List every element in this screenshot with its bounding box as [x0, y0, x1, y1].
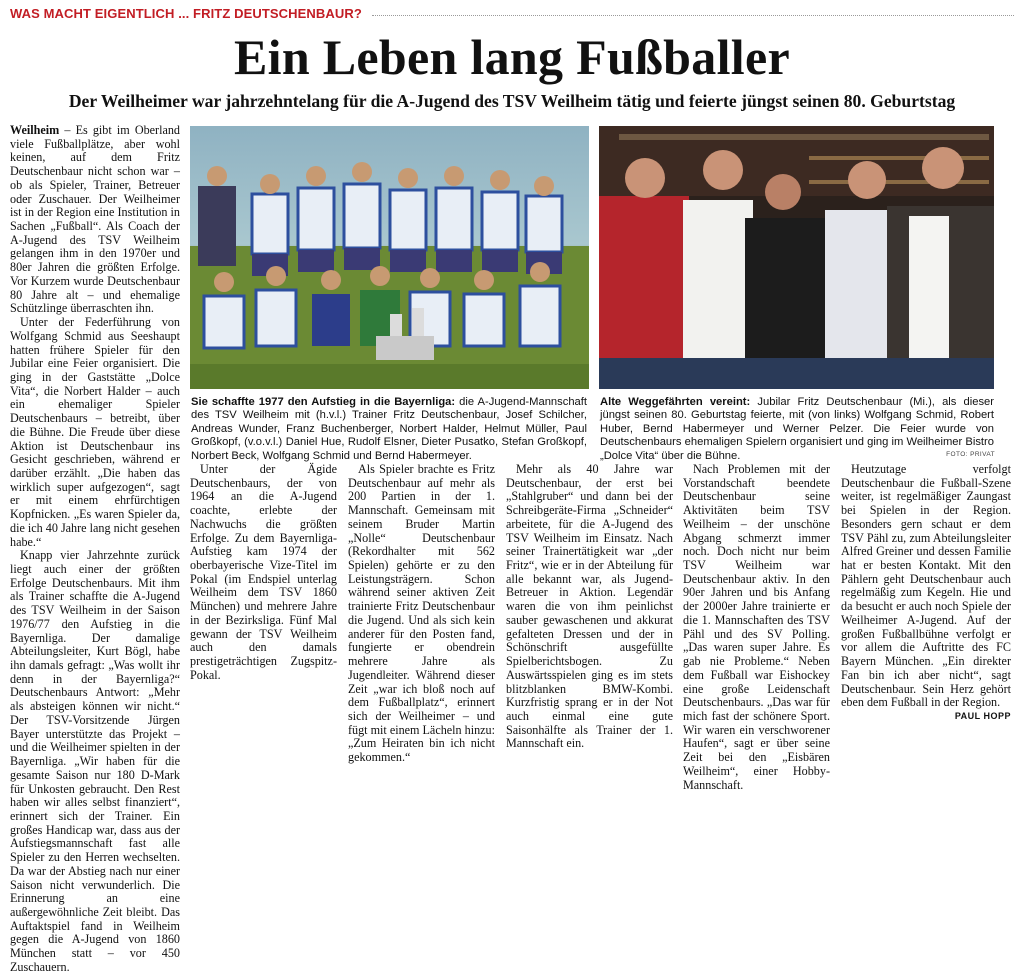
caption-text: Jubilar Fritz Deutschenbaur (Mi.), als dieser jüngst seinen 80. Geburtstag feierte, mit (von links) Wolfgang Schmid, Robert Huber, Bernd Habermeyer und Werner Pelzer. Die Feier wurde von Deutschenbaurs ehemaligen Spielern organisiert und ging im Weilheimer Bistro „Dolce Vita“ über die Bühne. — [600, 396, 994, 462]
subheadline: Der Weilheimer war jahrzehntelang für die A-Jugend des TSV Weilheim tätig und feierte jüngst seinen 80. Geburtstag — [68, 91, 956, 111]
article-column-3 — [348, 463, 495, 785]
section-kicker: WAS MACHT EIGENTLICH ... FRITZ DEUTSCHENBAUR? — [10, 6, 362, 21]
headline: Ein Leben lang Fußballer — [234, 29, 790, 85]
photo-credit: FOTO: PRIVAT — [946, 451, 995, 458]
caption-text: die A-Jugend-Mannschaft des TSV Weilheim mit (h.v.l.) Trainer Fritz Deutschenbaur, Josef Schilcher, Andreas Wunder, Franz Buchenberger, Norbert Halder, Helmut Müller, Paul Großkopf, (v.o.v.l.) Daniel Hue, Rudolf Elsner, Dieter Pusatko, Stefan Großkopf, Norbert Beck, Wolfgang Schmid und Bernd Habermeyer. — [191, 396, 587, 462]
article-paragraph: Heutzutage verfolgt Deutschenbaur die Fußball-Szene weiter, ist regelmäßiger Zaungast bei Spielen in der Region. Besonders gern schaut er dem TSV Pähl zu, zum Abteilungsleiter Alfred Greiner und dessen Familie hat er besten Kontakt. Mit den Pählern geht Deutschenbaur auch regelmäßig zum Kegeln. Hie und da besucht er auch noch Spiele der Weilheimer A-Jugend. Auf der großen Fußballbühne verfolgt er vor allem die Auftritte des FC Bayern München. „Ein direkter Fan bin ich aber nicht“, sagt Deutschenbaur. Sein Herz gehört eben dem Fußball in der Region. — [841, 462, 1011, 710]
article-column-6 — [841, 463, 1011, 785]
dateline: Weilheim — [10, 123, 60, 137]
article-paragraph: Mehr als 40 Jahre war Deutschenbaur, der erst bei „Stahlgruber“ und dann bei der Schreibgeräte-Firma „Schneider“ arbeitete, für die A-Jugend des TSV Weilheim im Einsatz. Nach seiner Trainertätigkeit war „der Fritz“, wie er in der Abteilung für alle bekannt war, als Jugend-Betreuer in Aktion. Legendär waren die von ihm peinlichst sauber gewaschenen und akkurat gefalteten Dressen und der in Schönschrift ausgefüllte Spielberichtsbogen. Zu Auswärtsspielen ging es im stets blitzblanken BMW-Kombi. Kurzfristig sprang er in der Not auch einmal eine gute Saisonhälfte als Trainer der 1. Mannschaft ein. — [506, 462, 673, 751]
article-paragraph: Als Spieler brachte es Fritz Deutschenbaur auf mehr als 200 Partien in der 1. Mannschaft. Gemeinsam mit seinem Bruder Martin „Nolle“ Deutschenbaur (Rekordhalter mit 562 Spielen) gehörte er zu den Leistungsträgern. Schon während seiner aktiven Zeit trainierte Fritz Deutschenbaur die Jugend. Und als sich kein anderer für den Posten fand, fungierte er obendrein mehrere Jahre als Jugendleiter. Während dieser Zeit „war ich bloß noch auf dem Fußballplatz“, erinnert sich der Weilheimer – und fügt mit einem Lächeln hinzu: „Zum Heiraten bin ich nicht gekommen.“ — [348, 462, 495, 765]
article-paragraph: Knapp vier Jahrzehnte zurück liegt auch einer der größten Erfolge Deutschenbaurs. Mit ihm als Trainer schaffte die A-Jugend des TSV Weilheim in der Saison 1976/77 den Aufstieg in die Bayernliga. Der damalige Abteilungsleiter, Kurt Bögl, habe ihn damals gefragt: „Was wollt ihr denn in der Bayernliga?“ Deutschenbaurs Antwort: „Mehr als absteigen können wir nicht.“ Der TSV-Vorsitzende Jürgen Bayer unterstützte das Projekt – und die Weilheimer spielten in der Bayernliga. „Wir haben für die gesamte Saison nur 180 D-Mark für Unkosten gebraucht. Den Rest haben wir alles selbst finanziert“, erinnert sich der Trainer. Ein großes Handicap war, dass aus der Aufstiegsmannschaft fast alle Spieler zu den Herren wechselten. Da war der Abstieg nach nur einer Saison nicht verwunderlich. Die Erinnerung an eine außergewöhnliche Zeit bleibt. Das Auftaktspiel fand in Weilheim gegen die A-Jugend von 1860 München statt – vor 450 Zuschauern. — [10, 548, 180, 974]
article-column-1 — [10, 123, 180, 974]
team-photo — [190, 126, 589, 389]
article-column-2 — [190, 463, 337, 785]
birthday-photo — [599, 126, 994, 389]
kicker-dotted-rule — [372, 15, 1014, 16]
team-photo-caption — [191, 396, 587, 463]
article-paragraph: Unter der Federführung von Wolfgang Schmid aus Seeshaupt hatten frühere Spieler für den Jubilar eine Feier organisiert. Die ging in der Gaststätte „Dolce Vita“, die Norbert Halder – auch ein ehemaliger Spieler Deutschenbaurs – betreibt, über die Bühne. Die Freude über diese Aktion ist Deutschenbaur ins Gesicht geschrieben, während er darüber erzählt. „Die haben das wirklich super aufgezogen“, sagt er mit einem ehrfürchtigen Kopfnicken. „Es waren Spieler da, die ich 40 Jahre lang nicht gesehen habe.“ — [10, 315, 180, 549]
article-column-5 — [683, 462, 830, 792]
article-column-4 — [506, 463, 673, 785]
article-paragraph: Unter der Ägide Deutschenbaurs, der von 1964 an die A-Jugend coachte, erlebte der Nachwuchs die größten Erfolge. Zu dem Bayernliga-Aufstieg kam 1974 der oberbayerische Vize-Titel im Pokal (im Endspiel unterlag Weilheim dem TSV 1860 München) und mehrere Jahre in der Bezirksliga. Fünf Mal gewann der TSV Weilheim auch den damals prestigeträchtigen Zugspitz-Pokal. — [190, 462, 337, 682]
lead-paragraph — [10, 124, 180, 316]
birthday-photo-image — [599, 126, 994, 389]
team-photo-image — [190, 126, 589, 389]
article-paragraph: Nach Problemen mit der Vorstandschaft beendete Deutschenbaur seine Aktivitäten beim TSV Weilheim – der unschöne Abgang schmerzt immer noch. Doch nicht nur beim TSV Weilheim war Deutschenbaur aktiv. In den 90er Jahren und bis Anfang der 2000er Jahre trainierte er die 1. Mannschaften des TSV Pähl und des SV Polling. „Das waren super Jahre. Es gab nie Probleme.“ Neben dem Fußball war Eishockey eine große Leidenschaft Deutschenbaurs. „Das war für mich fast der schönere Sport. Wir waren ein verschworener Haufen“, sagt er über seine Zeit bei den „Eisbären Weilheim“, einer Hobby-Mannschaft. — [683, 462, 830, 792]
lead-text: – Es gibt im Oberland viele Fußballplätze, aber wohl keinen, auf dem Fritz Deutschenbaur nicht schon war – ob als Spieler, Trainer, Betreuer oder Zuschauer. Der Weilheimer ist in der Region eine Institution in Sachen „Fußball“. Als Coach der A-Jugend des TSV Weilheim gelangen ihm in den 1970er und 80er Jahren die größten Erfolge. Vor Kurzem wurde Deutschenbaur 80 Jahre alt – und ehemalige Schützlinge überraschten ihn. — [10, 123, 180, 316]
caption-lead: Alte Weggefährten vereint: — [600, 396, 751, 408]
caption-lead: Sie schaffte 1977 den Aufstieg in die Bayernliga: — [191, 396, 456, 408]
byline: PAUL HOPP — [954, 710, 1011, 721]
